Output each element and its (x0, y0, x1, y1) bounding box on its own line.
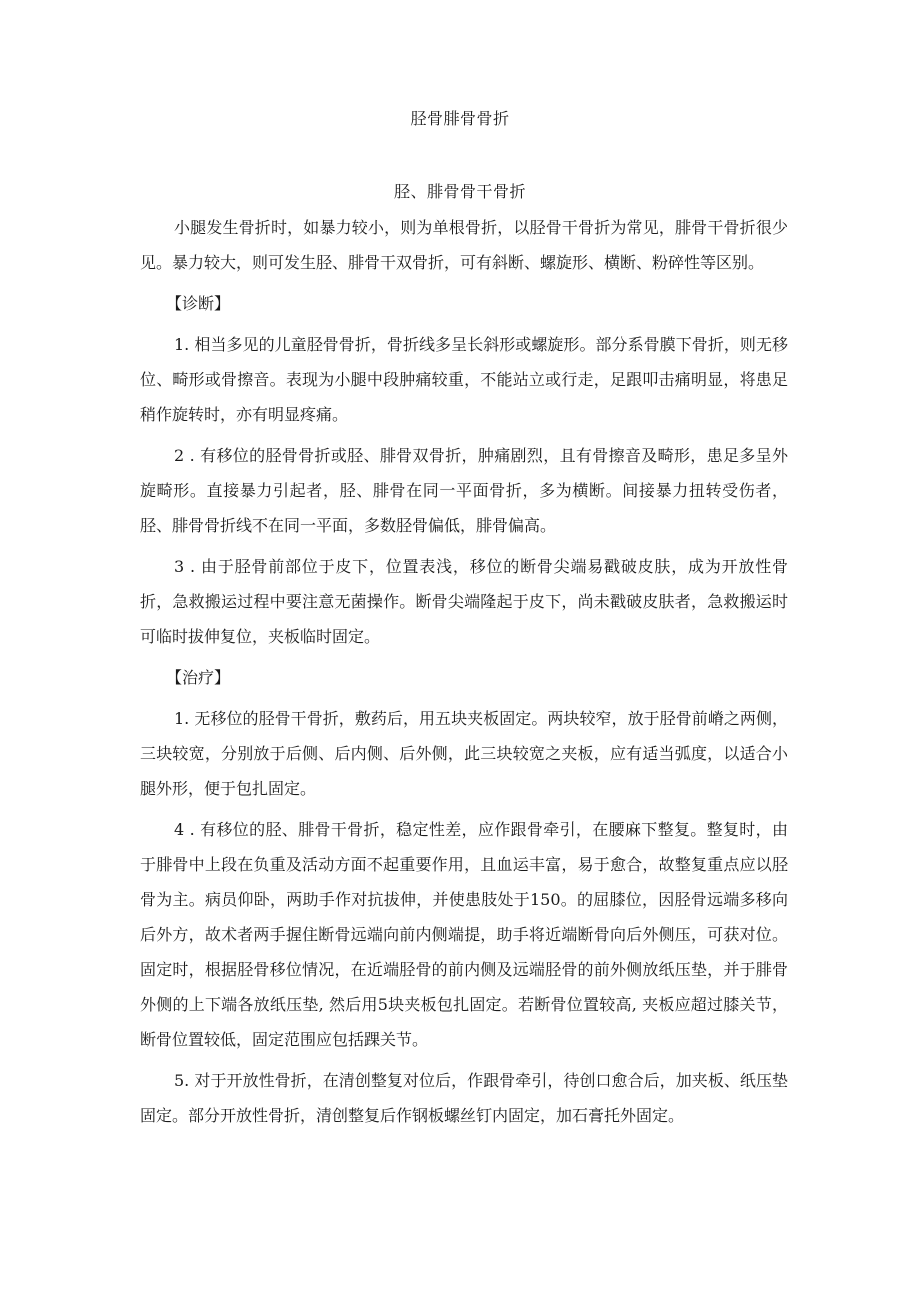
diagnosis-heading: 【诊断】 (166, 294, 231, 313)
diagnosis-item: 3 . 由于胫骨前部位于皮下，位置表浅，移位的断骨尖端易戳破皮肤，成为开放性骨折，急救搬运过程中要注意无菌操作。断骨尖端隆起于皮下，尚未戳破皮肤者，急救搬运时可临时拔伸复位，夹板临时固定。 (140, 557, 788, 646)
intro-paragraph: 小腿发生骨折时，如暴力较小，则为单根骨折，以胫骨干骨折为常见，腓骨干骨折很少见。暴力较大，则可发生胫、腓骨干双骨折，可有斜断、螺旋形、横断、粉碎性等区别。 (140, 218, 788, 272)
treatment-item: 1. 无移位的胫骨干骨折，敷药后，用五块夹板固定。两块较窄，放于胫骨前嵴之两侧，三块较宽，分别放于后侧、后内侧、后外侧，此三块较宽之夹板，应有适当弧度，以适合小腿外形，便于包扎固定。 (140, 709, 788, 798)
section-title: 胫、腓骨骨干骨折 (393, 182, 526, 201)
treatment-item: 5. 对于开放性骨折，在清创整复对位后，作跟骨牵引，待创口愈合后，加夹板、纸压垫固定。部分开放性骨折，清创整复后作钢板螺丝钉内固定，加石膏托外固定。 (140, 1071, 788, 1125)
treatment-item: 4 . 有移位的胫、腓骨干骨折，稳定性差，应作跟骨牵引，在腰麻下整复。整复时，由于腓骨中上段在负重及活动方面不起重要作用，且血运丰富，易于愈合，故整复重点应以胫骨为主。病员仰卧，两助手作对抗拔伸，并使患肢处于150。的屈膝位，因胫骨远端多移向后外方，故术者两手握住断骨远端向前内侧端提，助手将近端断骨向后外侧压，可获对位。固定时，根据胫骨移位情况，在近端胫骨的前内侧及远端胫骨的前外侧放纸压垫，并于腓骨外侧的上下端各放纸压垫, 然后用5块夹板包扎固定。若断骨位置较高, 夹板应超过膝关节，断骨位置较低，固定范围应包括踝关节。 (140, 820, 788, 1049)
treatment-heading: 【治疗】 (166, 668, 231, 687)
diagnosis-item: 1. 相当多见的儿童胫骨骨折，骨折线多呈长斜形或螺旋形。部分系骨膜下骨折，则无移位、畸形或骨擦音。表现为小腿中段肿痛较重，不能站立或行走，足跟叩击痛明显，将患足稍作旋转时，亦有明显疼痛。 (140, 335, 788, 424)
diagnosis-item: 2 . 有移位的胫骨骨折或胫、腓骨双骨折，肿痛剧烈，且有骨擦音及畸形，患足多呈外旋畸形。直接暴力引起者，胫、腓骨在同一平面骨折，多为横断。间接暴力扭转受伤者，胫、腓骨骨折线不在同一平面，多数胫骨偏低，腓骨偏高。 (140, 446, 788, 535)
document-body (140, 210, 788, 1139)
document-title: 胫骨腓骨骨折 (410, 109, 510, 128)
